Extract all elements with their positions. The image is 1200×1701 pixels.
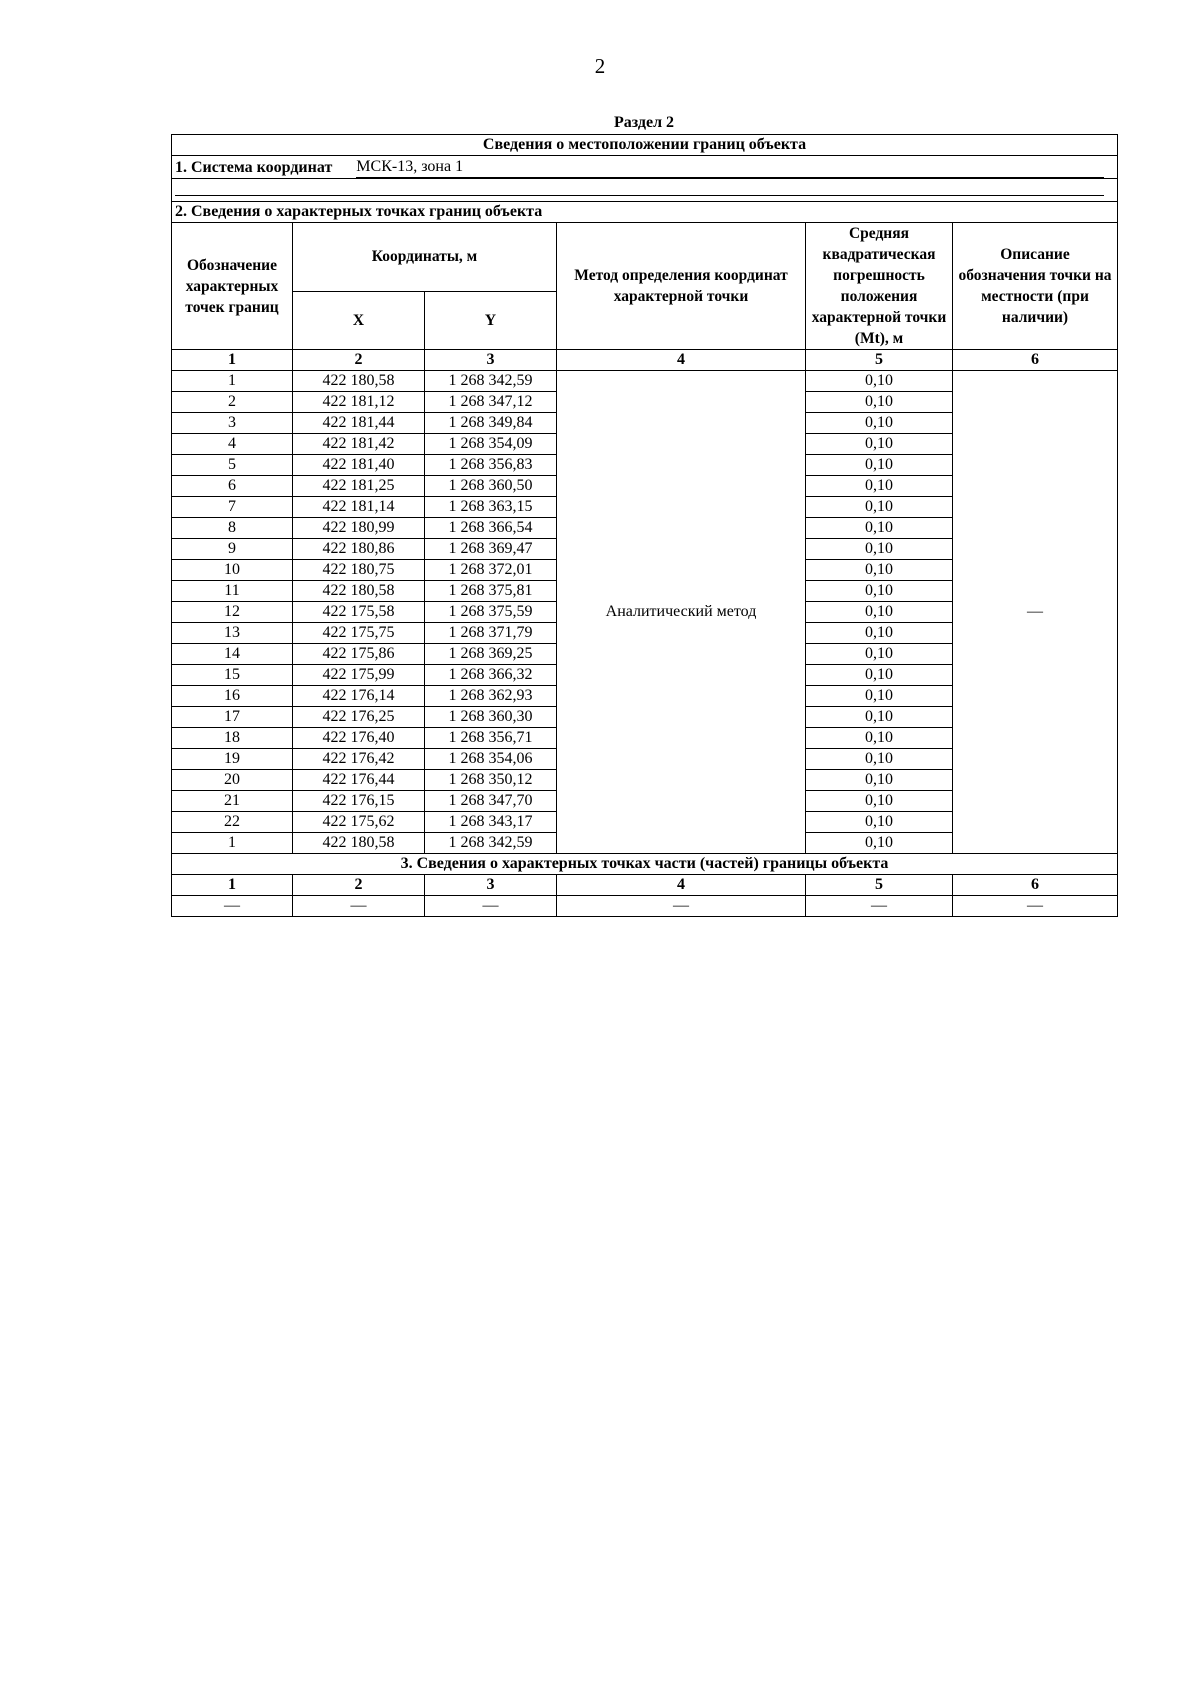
point-number-cell: 9	[172, 539, 293, 560]
coord-y-cell: 1 268 375,59	[425, 602, 557, 623]
error-cell: 0,10	[806, 602, 953, 623]
coord-x-cell: 422 180,99	[293, 518, 425, 539]
coord-x-cell: 422 180,58	[293, 581, 425, 602]
point-number-cell: 14	[172, 644, 293, 665]
header-error: Средняя квадратическая погрешность положения характерной точки (Mt), м	[806, 223, 953, 350]
error-cell: 0,10	[806, 371, 953, 392]
error-cell: 0,10	[806, 770, 953, 791]
parts-dash-cell: —	[806, 896, 953, 917]
coord-y-cell: 1 268 343,17	[425, 812, 557, 833]
coord-system-value: МСК-13, зона 1	[356, 157, 1104, 178]
coord-x-cell: 422 180,58	[293, 833, 425, 854]
coord-y-cell: 1 268 356,71	[425, 728, 557, 749]
parts-dash-cell: —	[172, 896, 293, 917]
coord-y-cell: 1 268 360,30	[425, 707, 557, 728]
section-title: Раздел 2	[613, 114, 675, 131]
coord-y-cell: 1 268 356,83	[425, 455, 557, 476]
error-cell: 0,10	[806, 455, 953, 476]
error-cell: 0,10	[806, 749, 953, 770]
error-cell: 0,10	[806, 581, 953, 602]
coord-system-label: 1. Система координат	[175, 158, 333, 176]
error-cell: 0,10	[806, 518, 953, 539]
parts-column-number: 5	[806, 875, 953, 896]
coord-y-cell: 1 268 371,79	[425, 623, 557, 644]
point-number-cell: 1	[172, 833, 293, 854]
point-number-cell: 19	[172, 749, 293, 770]
coord-x-cell: 422 180,75	[293, 560, 425, 581]
parts-column-numbers-row	[172, 875, 1118, 896]
coord-x-cell: 422 181,14	[293, 497, 425, 518]
header-designation: Обозначение характерных точек границ	[172, 223, 293, 350]
error-cell: 0,10	[806, 833, 953, 854]
header-coordinates: Координаты, м	[293, 223, 557, 292]
parts-dash-cell: —	[293, 896, 425, 917]
error-cell: 0,10	[806, 623, 953, 644]
parts-dash-cell: —	[953, 896, 1118, 917]
error-cell: 0,10	[806, 707, 953, 728]
coord-x-cell: 422 175,75	[293, 623, 425, 644]
error-cell: 0,10	[806, 812, 953, 833]
point-number-cell: 17	[172, 707, 293, 728]
error-cell: 0,10	[806, 686, 953, 707]
parts-empty-row	[172, 896, 1118, 917]
coord-y-cell: 1 268 349,84	[425, 413, 557, 434]
error-cell: 0,10	[806, 476, 953, 497]
point-number-cell: 10	[172, 560, 293, 581]
point-number-cell: 4	[172, 434, 293, 455]
coord-y-cell: 1 268 363,15	[425, 497, 557, 518]
parts-column-number: 4	[557, 875, 806, 896]
parts-dash-cell: —	[557, 896, 806, 917]
error-cell: 0,10	[806, 434, 953, 455]
point-number-cell: 5	[172, 455, 293, 476]
error-cell: 0,10	[806, 791, 953, 812]
coord-y-cell: 1 268 354,09	[425, 434, 557, 455]
boundary-table	[171, 134, 1118, 917]
coord-system-cell	[172, 156, 1118, 179]
coord-x-cell: 422 176,25	[293, 707, 425, 728]
parts-section-title: 3. Сведения о характерных точках части (частей) границы объекта	[172, 854, 1118, 875]
point-number-cell: 2	[172, 392, 293, 413]
coord-y-cell: 1 268 366,32	[425, 665, 557, 686]
point-number-cell: 20	[172, 770, 293, 791]
table-title: Сведения о местоположении границ объекта	[172, 135, 1118, 156]
coord-x-cell: 422 181,42	[293, 434, 425, 455]
coord-x-cell: 422 181,44	[293, 413, 425, 434]
error-cell: 0,10	[806, 539, 953, 560]
coord-y-cell: 1 268 342,59	[425, 833, 557, 854]
coord-x-cell: 422 181,12	[293, 392, 425, 413]
point-number-cell: 6	[172, 476, 293, 497]
column-number: 4	[557, 350, 806, 371]
coord-y-cell: 1 268 366,54	[425, 518, 557, 539]
coord-y-cell: 1 268 362,93	[425, 686, 557, 707]
parts-column-number: 3	[425, 875, 557, 896]
table-row	[172, 371, 1118, 392]
coord-x-cell: 422 176,42	[293, 749, 425, 770]
coord-y-cell: 1 268 347,70	[425, 791, 557, 812]
error-cell: 0,10	[806, 560, 953, 581]
error-cell: 0,10	[806, 665, 953, 686]
parts-column-number: 6	[953, 875, 1118, 896]
coord-x-cell: 422 175,62	[293, 812, 425, 833]
coord-x-cell: 422 176,40	[293, 728, 425, 749]
column-number: 1	[172, 350, 293, 371]
coord-y-cell: 1 268 354,06	[425, 749, 557, 770]
coord-x-cell: 422 175,99	[293, 665, 425, 686]
error-cell: 0,10	[806, 392, 953, 413]
point-number-cell: 12	[172, 602, 293, 623]
point-number-cell: 1	[172, 371, 293, 392]
parts-dash-cell: —	[425, 896, 557, 917]
page-number: 2	[594, 54, 606, 78]
coord-y-cell: 1 268 360,50	[425, 476, 557, 497]
coord-x-cell: 422 176,15	[293, 791, 425, 812]
coord-y-cell: 1 268 350,12	[425, 770, 557, 791]
coord-x-cell: 422 181,40	[293, 455, 425, 476]
column-number: 2	[293, 350, 425, 371]
point-number-cell: 22	[172, 812, 293, 833]
description-cell: —	[953, 371, 1118, 854]
error-cell: 0,10	[806, 644, 953, 665]
coord-x-cell: 422 175,86	[293, 644, 425, 665]
column-number: 6	[953, 350, 1118, 371]
parts-column-number: 1	[172, 875, 293, 896]
error-cell: 0,10	[806, 413, 953, 434]
coord-x-cell: 422 180,58	[293, 371, 425, 392]
column-numbers-row	[172, 350, 1118, 371]
header-method: Метод определения координат характерной точки	[557, 223, 806, 350]
coord-y-cell: 1 268 369,25	[425, 644, 557, 665]
point-number-cell: 15	[172, 665, 293, 686]
point-number-cell: 16	[172, 686, 293, 707]
point-number-cell: 18	[172, 728, 293, 749]
parts-column-number: 2	[293, 875, 425, 896]
coord-y-cell: 1 268 369,47	[425, 539, 557, 560]
coord-x-cell: 422 181,25	[293, 476, 425, 497]
coord-x-cell: 422 180,86	[293, 539, 425, 560]
coord-y-cell: 1 268 347,12	[425, 392, 557, 413]
header-y: Y	[425, 291, 557, 349]
point-number-cell: 7	[172, 497, 293, 518]
coord-x-cell: 422 176,44	[293, 770, 425, 791]
coord-system-spacer	[172, 179, 1118, 202]
point-number-cell: 11	[172, 581, 293, 602]
coord-x-cell: 422 176,14	[293, 686, 425, 707]
point-number-cell: 13	[172, 623, 293, 644]
coord-x-cell: 422 175,58	[293, 602, 425, 623]
coord-y-cell: 1 268 375,81	[425, 581, 557, 602]
column-number: 3	[425, 350, 557, 371]
header-x: X	[293, 291, 425, 349]
point-number-cell: 21	[172, 791, 293, 812]
point-number-cell: 8	[172, 518, 293, 539]
error-cell: 0,10	[806, 728, 953, 749]
column-number: 5	[806, 350, 953, 371]
point-number-cell: 3	[172, 413, 293, 434]
coord-y-cell: 1 268 342,59	[425, 371, 557, 392]
coord-y-cell: 1 268 372,01	[425, 560, 557, 581]
parts-section-row	[172, 854, 1118, 875]
error-cell: 0,10	[806, 497, 953, 518]
method-cell: Аналитический метод	[557, 371, 806, 854]
points-section-title: 2. Сведения о характерных точках границ объекта	[172, 202, 1118, 223]
header-description: Описание обозначения точки на местности (при наличии)	[953, 223, 1118, 350]
